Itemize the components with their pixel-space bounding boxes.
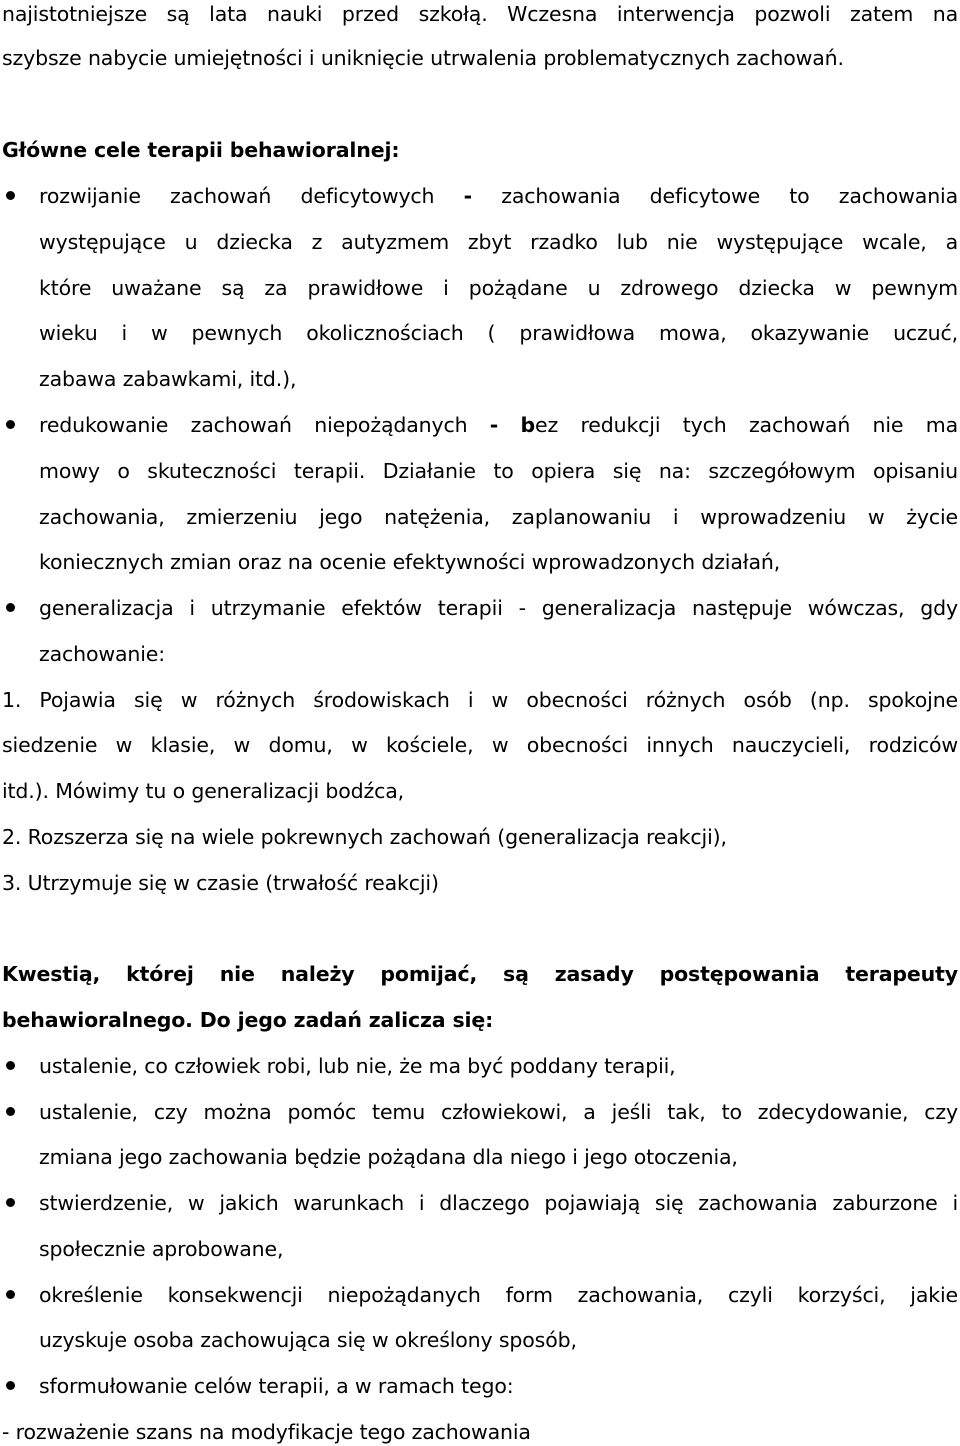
section-heading-principles-line-2: behawioralnego. Do jego zadań zalicza się:	[2, 1008, 494, 1032]
goal-2-line-2: mowy o skuteczności terapii. Działanie to opiera się na: szczegółowym opisaniu	[39, 459, 958, 483]
task-3-line-2: społecznie aprobowane,	[39, 1237, 284, 1261]
task-1: ustalenie, co człowiek robi, lub nie, że ma być poddany terapii,	[39, 1054, 676, 1078]
numbered-item-1-line-1: 1. Pojawia się w różnych środowiskach i w obecności różnych osób (np. spokojne	[2, 688, 958, 712]
numbered-item-1-line-2: siedzenie w klasie, w domu, w kościele, w obecności innych nauczycieli, rodziców	[2, 733, 958, 757]
task-2-line-1: ustalenie, czy można pomóc temu człowiekowi, a jeśli tak, to zdecydowanie, czy	[39, 1100, 958, 1124]
bullet-icon	[6, 191, 15, 200]
goal-1-dash: -	[463, 184, 472, 208]
goal-2-text-a: redukowanie zachowań niepożądanych	[39, 413, 490, 437]
goal-1-line-4: wieku i w pewnych okolicznościach ( prawidłowa mowa, okazywanie uczuć,	[39, 321, 958, 345]
section-heading-principles-line-1: Kwestią, której nie należy pomijać, są zasady postępowania terapeuty	[2, 962, 958, 986]
task-4-line-2: uzyskuje osoba zachowująca się w określony sposób,	[39, 1328, 577, 1352]
bullet-icon	[6, 1290, 15, 1299]
section-heading-goals: Główne cele terapii behawioralnej:	[2, 138, 400, 162]
goal-1-line-2: występujące u dziecka z autyzmem zbyt rzadko lub nie występujące wcale, a	[39, 230, 958, 254]
goal-1-line-5: zabawa zabawkami, itd.),	[39, 367, 297, 391]
goal-1-text-b: zachowania deficytowe to zachowania	[471, 184, 958, 208]
goal-3-line-2: zachowanie:	[39, 642, 166, 666]
intro-line-1: najistotniejsze są lata nauki przed szkołą. Wczesna interwencja pozwoli zatem na	[2, 2, 958, 26]
goal-2-line-4: koniecznych zmian oraz na ocenie efektywności wprowadzonych działań,	[39, 550, 781, 574]
task-5: sformułowanie celów terapii, a w ramach tego:	[39, 1374, 514, 1398]
bullet-icon	[6, 1198, 15, 1207]
goal-1-line-3: które uważane są za prawidłowe i pożądane u zdrowego dziecka w pewnym	[39, 276, 958, 300]
intro-line-2: szybsze nabycie umiejętności i uniknięcie utrwalenia problematycznych zachowań.	[2, 46, 844, 70]
task-3-line-1: stwierdzenie, w jakich warunkach i dlaczego pojawiają się zachowania zaburzone i	[39, 1191, 958, 1215]
goal-2-space	[498, 413, 520, 437]
goal-2-line-1	[39, 411, 958, 439]
goal-2-line-3: zachowania, zmierzeniu jego natężenia, zaplanowaniu i wprowadzeniu w życie	[39, 505, 958, 529]
bullet-icon	[6, 603, 15, 612]
goal-2-dash: -	[489, 413, 499, 437]
goal-1-line-1	[39, 182, 958, 210]
bullet-icon	[6, 1107, 15, 1116]
goal-1-text-a: rozwijanie zachowań deficytowych	[39, 184, 464, 208]
task-4-line-1: określenie konsekwencji niepożądanych form zachowania, czyli korzyści, jakie	[39, 1283, 958, 1307]
numbered-item-1-line-3: itd.). Mówimy tu o generalizacji bodźca,	[2, 779, 404, 803]
goal-2-bold-letter: b	[520, 413, 536, 437]
bullet-icon	[6, 1061, 15, 1070]
bullet-icon	[6, 1381, 15, 1390]
numbered-item-2: 2. Rozszerza się na wiele pokrewnych zachowań (generalizacja reakcji),	[2, 825, 727, 849]
task-2-line-2: zmiana jego zachowania będzie pożądana dla niego i jego otoczenia,	[39, 1145, 738, 1169]
bullet-icon	[6, 420, 15, 429]
goal-3-line-1: generalizacja i utrzymanie efektów terapii - generalizacja następuje wówczas, gdy	[39, 596, 958, 620]
goal-2-text-c: ez redukcji tych zachowań nie ma	[535, 413, 958, 437]
numbered-item-3: 3. Utrzymuje się w czasie (trwałość reakcji)	[2, 871, 439, 895]
task-5-dash-item: - rozważenie szans na modyfikacje tego zachowania	[2, 1420, 531, 1444]
